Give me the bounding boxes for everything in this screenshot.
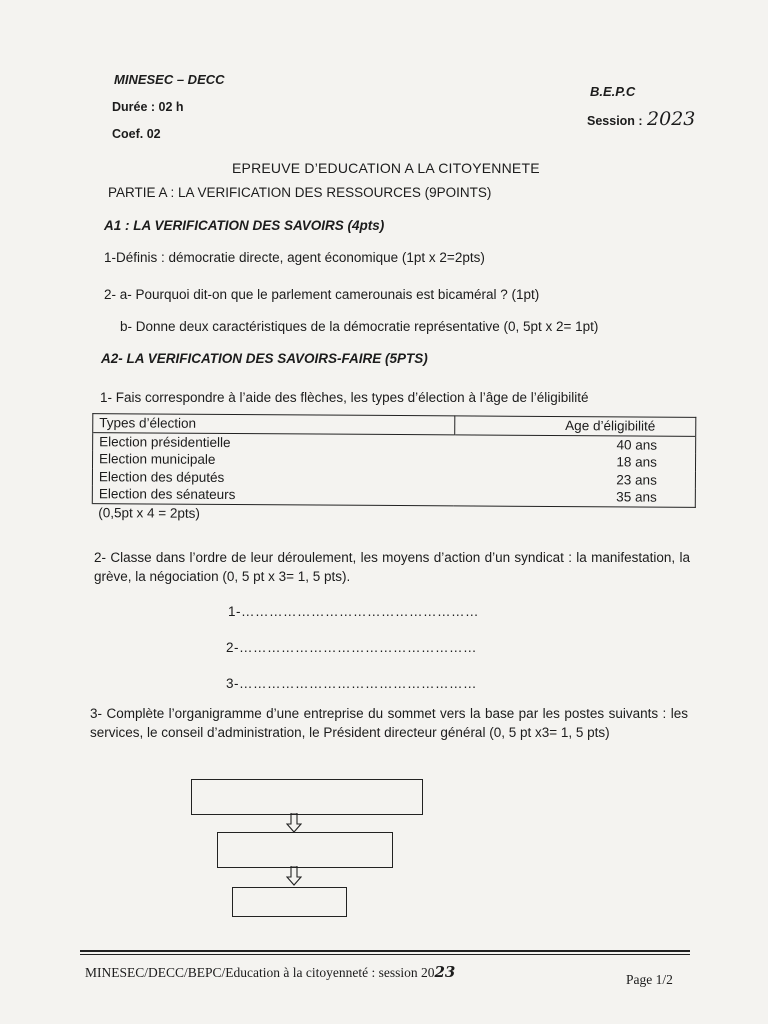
age-cell: 35 ans (454, 487, 695, 506)
footer-rule (80, 950, 690, 952)
question-2b: b- Donne deux caractéristiques de la démocratie représentative (0, 5pt x 2= 1pt) (120, 319, 599, 334)
col-header-types: Types d’élection (93, 414, 455, 435)
org-box-middle[interactable] (217, 832, 393, 868)
org-box-bottom[interactable] (232, 887, 347, 917)
org-box-top[interactable] (191, 779, 423, 815)
type-cell: Election municipale (93, 450, 455, 470)
coefficient: Coef. 02 (112, 127, 161, 141)
question-matching: 1- Fais correspondre à l’aide des flèches, les types d’élection à l’âge de l’éligibilité (100, 390, 589, 405)
answer-line-1[interactable]: 1-…………………………………………… (228, 604, 480, 619)
duration: Durée : 02 h (112, 100, 184, 114)
answer-line-2[interactable]: 2-…………………………………………… (226, 640, 478, 655)
type-cell: Election présidentielle (93, 432, 455, 452)
question-syndicat: 2- Classe dans l’ordre de leur déroulement, les moyens d’action d’un syndicat : la manifestation, la grève, la négociation (0, 5 pt x 3= 1, 5 pts). (94, 550, 690, 584)
down-arrow-icon (286, 866, 302, 886)
session-label: Session : (587, 114, 643, 128)
down-arrow-icon (286, 813, 302, 833)
election-table (92, 413, 697, 525)
footer-text (85, 963, 455, 981)
type-cell: Election des sénateurs (92, 485, 454, 505)
a1-title: A1 : LA VERIFICATION DES SAVOIRS (4pts) (104, 218, 385, 233)
table-points: (0,5pt x 4 = 2pts) (92, 503, 454, 523)
type-cell: Election des députés (92, 468, 454, 488)
age-cell: 18 ans (454, 452, 695, 471)
part-a-title: PARTIE A : LA VERIFICATION DES RESSOURCES (9POINTS) (108, 185, 492, 200)
age-cell: 40 ans (454, 434, 695, 453)
question-organigramme: 3- Complète l’organigramme d’une entreprise du sommet vers la base par les postes suivants : les services, le conseil d’administration, le Président directeur général (0, 5 pt x3= 1, 5 pts) (90, 706, 688, 740)
age-cell: 23 ans (454, 470, 695, 489)
a2-title: A2- LA VERIFICATION DES SAVOIRS-FAIRE (5PTS) (101, 351, 428, 366)
question-2a: 2- a- Pourquoi dit-on que le parlement camerounais est bicaméral ? (1pt) (104, 287, 540, 302)
exam-name: B.E.P.C (590, 84, 636, 99)
question-1: 1-Définis : démocratie directe, agent économique (1pt x 2=2pts) (104, 250, 485, 265)
exam-title: EPREUVE D’EDUCATION A LA CITOYENNETE (232, 160, 540, 176)
session-line (587, 108, 695, 130)
session-year: 2023 (647, 108, 696, 130)
footer-rule-thin (80, 954, 690, 955)
col-header-ages: Age d’éligibilité (455, 416, 696, 436)
footer-year-hand: 23 (434, 963, 456, 981)
answer-line-3[interactable]: 3-…………………………………………… (226, 676, 478, 691)
footer-left: MINESEC/DECC/BEPC/Education à la citoyenneté : session 20 (85, 965, 435, 980)
page-number: Page 1/2 (626, 972, 673, 987)
org-header: MINESEC – DECC (114, 72, 225, 87)
